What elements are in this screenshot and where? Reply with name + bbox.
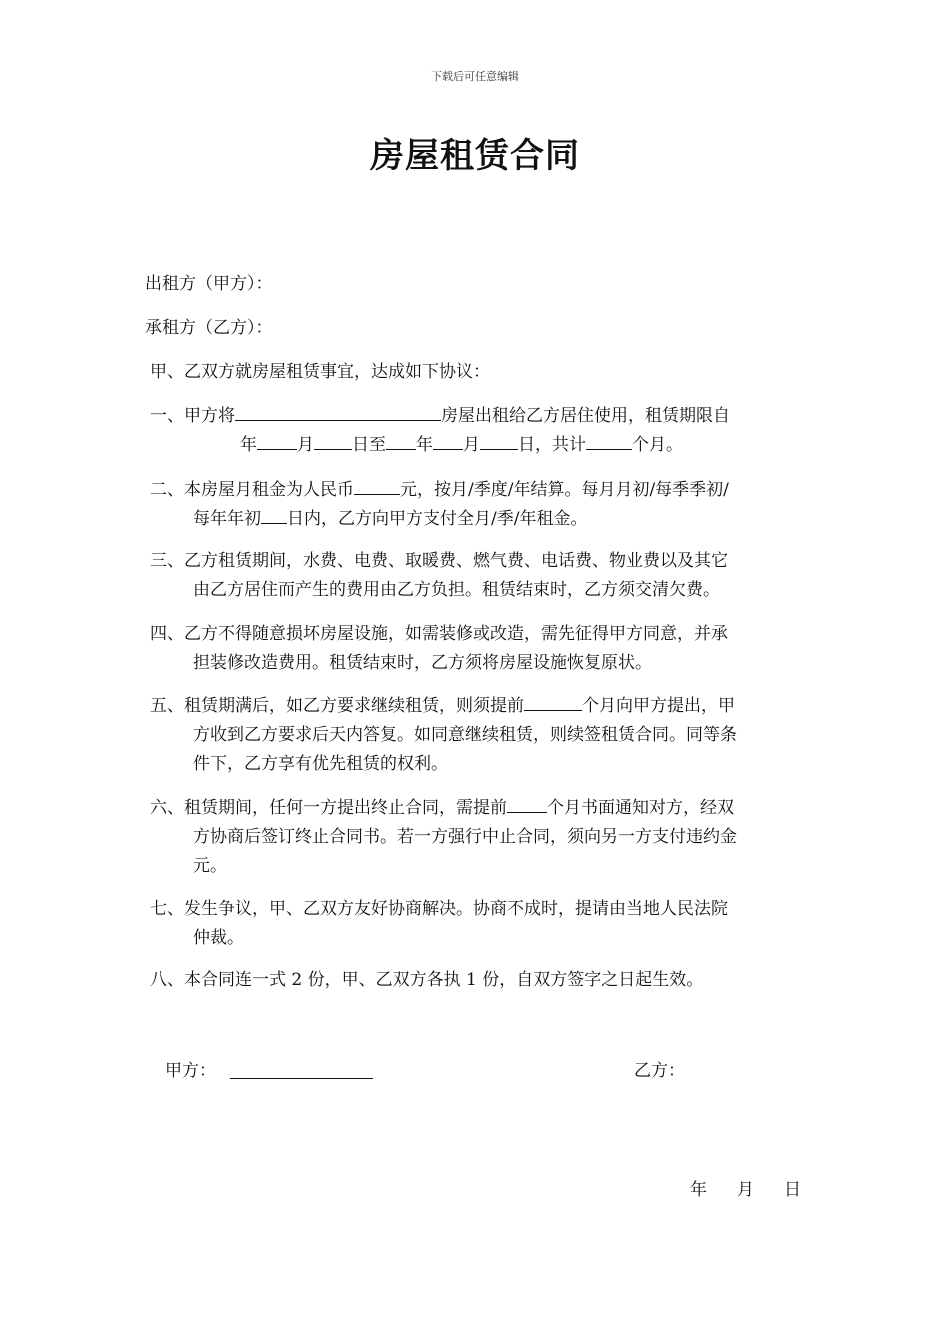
total-months-label: 个月。 [632, 435, 683, 455]
end-day-blank[interactable] [480, 431, 518, 450]
party-a-signature-label: 甲方： [165, 1061, 216, 1081]
end-month-blank[interactable] [433, 431, 463, 450]
start-month-label: 月 [297, 435, 314, 455]
clause-7 [150, 895, 810, 953]
clause-5-text-b: 个月向甲方提出，甲 [582, 696, 735, 716]
date-day-label: 日 [784, 1180, 801, 1200]
end-day-label: 日，共计 [518, 435, 586, 455]
party-b-signature-label: 乙方： [634, 1061, 685, 1081]
document-title: 房屋租赁合同 [370, 136, 580, 176]
clause-2 [150, 476, 810, 534]
clause-3-line-2: 由乙方居住而产生的费用由乙方负担。租赁结束时，乙方须交清欠费。 [193, 580, 720, 600]
intro-text: 甲、乙双方就房屋租赁事宜，达成如下协议： [150, 362, 490, 382]
payment-days-blank[interactable] [261, 505, 287, 524]
clause-1-text-a: 一、甲方将 [150, 406, 235, 426]
clause-6 [150, 794, 810, 881]
end-year-label: 年 [416, 435, 433, 455]
clause-1-text-b: 房屋出租给乙方居住使用，租赁期限自 [441, 406, 730, 426]
header-note: 下载后可任意编辑 [431, 70, 519, 83]
termination-notice-months-blank[interactable] [507, 794, 547, 813]
clause-6-text-b: 个月书面通知对方，经双 [547, 798, 734, 818]
clause-6-line-2: 方协商后签订终止合同书。若一方强行中止合同，须向另一方支付违约金 [193, 827, 737, 847]
clause-5-line-2: 方收到乙方要求后天内答复。如同意继续租赁，则续签租赁合同。同等条 [193, 725, 737, 745]
clause-5 [150, 692, 810, 779]
start-month-blank[interactable] [257, 431, 297, 450]
clause-4-line-2: 担装修改造费用。租赁结束时，乙方须将房屋设施恢复原状。 [193, 653, 652, 673]
property-address-blank[interactable] [235, 402, 441, 421]
start-day-blank[interactable] [314, 431, 352, 450]
start-day-label: 日至 [352, 435, 386, 455]
clause-2-text-b: 元，按月/季度/年结算。每月月初/每季季初/ [400, 480, 729, 500]
clause-5-line-3: 件下，乙方享有优先租赁的权利。 [193, 754, 448, 774]
end-year-blank[interactable] [386, 431, 416, 450]
clause-7-line-1: 七、发生争议，甲、乙双方友好协商解决。协商不成时，提请由当地人民法院 [150, 899, 728, 919]
renewal-notice-months-blank[interactable] [524, 692, 582, 711]
landlord-label: 出租方（甲方）： [145, 274, 273, 294]
clause-2-text-c: 每年年初 [193, 509, 261, 529]
date-year-label: 年 [690, 1180, 707, 1200]
clause-4-line-1: 四、乙方不得随意损坏房屋设施，如需装修或改造，需先征得甲方同意，并承 [150, 624, 728, 644]
clause-5-text-a: 五、租赁期满后，如乙方要求继续租赁，则须提前 [150, 696, 524, 716]
tenant-label: 承租方（乙方）： [145, 318, 273, 338]
sign-date [690, 1175, 801, 1205]
end-month-label: 月 [463, 435, 480, 455]
clause-6-line-3: 元。 [193, 856, 227, 876]
clause-2-text-a: 二、本房屋月租金为人民币 [150, 480, 354, 500]
date-month-label: 月 [737, 1180, 754, 1200]
clause-2-text-d: 日内，乙方向甲方支付全月/季/年租金。 [287, 509, 588, 529]
clause-3-line-1: 三、乙方租赁期间，水费、电费、取暖费、燃气费、电话费、物业费以及其它 [150, 551, 728, 571]
party-a-signature-line[interactable] [230, 1078, 373, 1079]
clause-7-line-2: 仲裁。 [193, 928, 244, 948]
total-months-blank[interactable] [586, 431, 632, 450]
clause-6-text-a: 六、租赁期间，任何一方提出终止合同，需提前 [150, 798, 507, 818]
clause-1 [150, 402, 810, 460]
rent-amount-blank[interactable] [354, 476, 400, 495]
clause-8-text: 八、本合同连一式 2 份，甲、乙双方各执 1 份，自双方签字之日起生效。 [150, 970, 704, 990]
clause-8 [150, 966, 810, 995]
clause-3 [150, 547, 810, 605]
clause-4 [150, 620, 810, 678]
start-year-label: 年 [240, 435, 257, 455]
